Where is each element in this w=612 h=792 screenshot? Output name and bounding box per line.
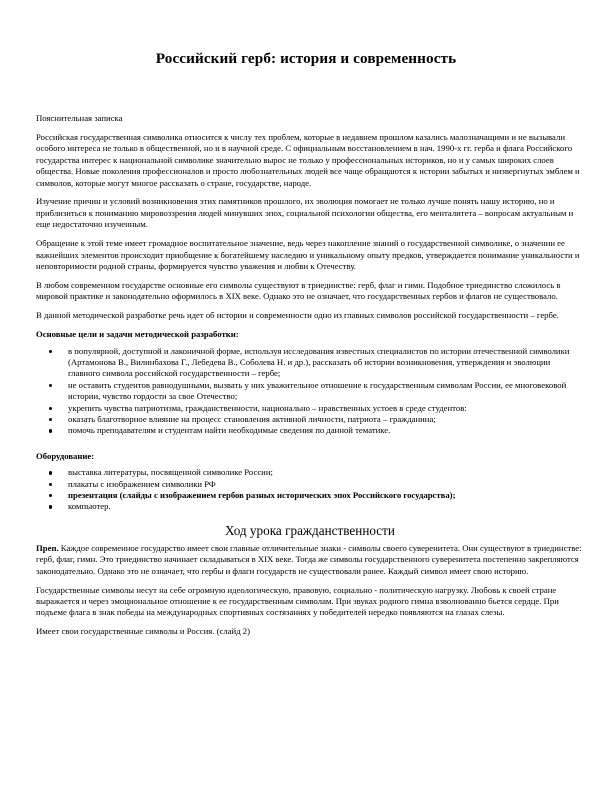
lesson-paragraph-1 — [36, 543, 584, 577]
list-item: презентация (слайды с изображением гербов разных исторических эпох Российского государства); — [36, 490, 584, 501]
equipment-list — [36, 467, 584, 513]
paragraph-5: В данной методической разработке речь идет об истории и современности одно из главных символов российской государственности – гербе. — [36, 310, 559, 321]
equipment-heading: Оборудование: — [36, 450, 95, 461]
paragraph-2: Изучение причин и условий возникновения этих памятников прошлого, их эволюция помогает не только лучше понять нашу историю, но и приблизиться к пониманию мировоззрения людей минувших эпох, социальной психологии общества, его менталитета – вопросам актуальным и еще недостаточно изученным. — [36, 196, 574, 230]
goals-heading: Основные цели и задачи методической разработки: — [36, 329, 239, 340]
speaker-label: Преп. — [36, 542, 59, 553]
document-body — [36, 113, 584, 638]
list-item: плакаты с изображением символики РФ — [36, 479, 584, 490]
lesson-heading: Ход урока гражданственности — [225, 522, 395, 538]
list-item: укрепить чувства патриотизма, гражданственности, национально – нравственных устоев в среде студентов: — [36, 403, 584, 414]
list-item: компьютер. — [36, 501, 584, 512]
paragraph-3: Обращение к этой теме имеет громадное воспитательное значение, ведь через накопление знаний о государственной символике, о значении ее важнейших элементов происходит приобщение к богатейшему наследию и уникальному опыту предков, утверждается понимание уникальности и неповторимости родной страны, формируется чувство уважения и любви к Отечеству. — [36, 238, 580, 271]
goals-list — [36, 346, 584, 437]
note-heading: Пояснительная записка — [36, 113, 123, 123]
paragraph-1: Российская государственная символика относится к числу тех проблем, которые в недавнем прошлом казались малозначащими и не вызывали особого интереса не только в общественной, но и в научной среде. С официальным восстановлением в нач. 1990-х гг. герба и флага Российского государства интерес к национальной символике значительно вырос не только у профессиональных историков, но и у самых широких слоев общества. Новые поколения профессионалов и просто любознательных людей все чаще обращаются к истории забытых и низвергнутых эмблем и символов, которые могут многое рассказать о стране, государстве, народе. — [36, 131, 580, 188]
lesson-paragraph-3: Имеет свои государственные символы и Россия. (слайд 2) — [36, 626, 251, 637]
document-title: Российский герб: история и современность — [155, 50, 457, 67]
list-item: выставка литературы, посвященной символике России; — [36, 467, 584, 478]
list-item: оказать благотворное влияние на процесс становления активной личности, патриота – гражданина; — [36, 414, 584, 425]
paragraph-4: В любом современном государстве основные его символы существуют в триединстве: герб, флаг и гимн. Подобное триединство сложилось в мировой практике и законодательно оформилось в XIX веке. Однако это не означает, что государственных гербов и флагов не существовало. — [36, 279, 561, 302]
list-item: помочь преподавателям и студентам найти необходимые сведения по данной тематике. — [36, 425, 584, 436]
list-item: не оставить студентов равнодушными, вызвать у них уважительное отношение к государственным символам России, ее многовековой истории, чувство гордости за свое Отечество; — [36, 380, 584, 403]
list-item: в популярной, доступной и лаконичной форме, используя исследования известных специалистов по истории отечественной символики (Артамонова В., Вилинбахова Г., Лебедева В., Соболева Н. и др.), рассказать об истории возникновения, утверждения и эволюции главного символа российской государственности – гербе; — [36, 346, 584, 380]
lesson-paragraph-1-text: Каждое современное государство имеет свои главные отличительные знаки - символы своего суверенитета. Они существуют в триединстве: герб, флаг, гимн. Это триединство начинает складываться в XIX веке. Тогда же символы государственного суверенитета постепенно закрепляются законодательно. Однако это не означает, что гербы и флаги государств не существовали ранее. Каждый символ имеет свою историю. — [36, 542, 582, 576]
lesson-paragraph-2: Государственные символы несут на себе огромную идеологическую, правовую, социально - политическую нагрузку. Любовь к своей стране выражается и через эмоциональное отношение к ее государственным символам. При звуках родного гимна взволнованно бьется сердце. При подъеме флага в знак победы на международных спортивных состязаниях у победителей нередко появляются на глазах слезы. — [36, 584, 559, 618]
